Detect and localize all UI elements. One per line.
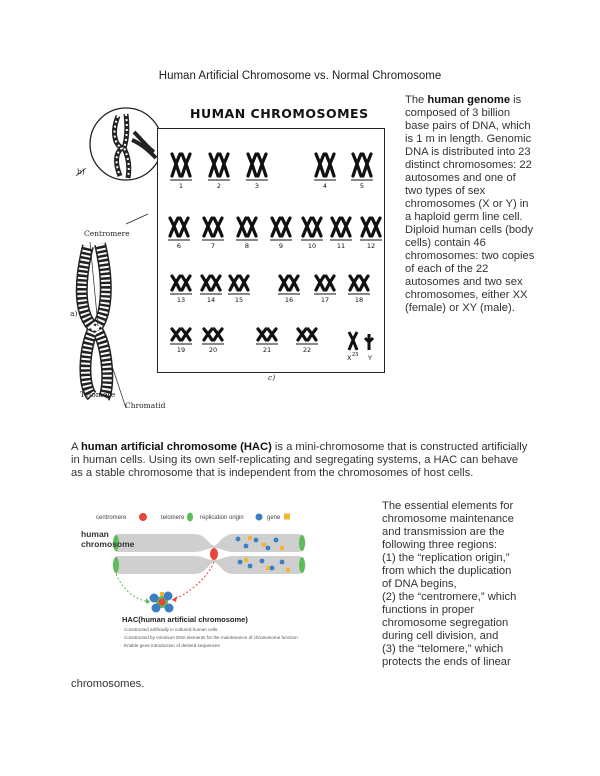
hac-cluster-drawing xyxy=(150,592,174,613)
karyotype-label-2: 2 xyxy=(216,182,222,190)
chromosome-lower-arm xyxy=(116,556,306,574)
karyotype-label-7: 7 xyxy=(210,242,216,250)
hac-bullet-3: Enable gene introduction of desired sequences xyxy=(124,643,220,648)
svg-text:·: · xyxy=(120,627,122,632)
replication-origin-legend-dot xyxy=(256,514,263,521)
karyotype-pair-2 xyxy=(208,154,230,190)
karyotype-label-18: 18 xyxy=(354,296,364,304)
karyotype-label-16: 16 xyxy=(284,296,294,304)
karyotype-label-19: 19 xyxy=(176,346,186,354)
karyotype-pair-15 xyxy=(228,276,250,304)
legend-replication-origin: replication origin xyxy=(200,515,244,521)
karyotype-pair-19 xyxy=(170,329,192,354)
karyotype-heading: HUMAN CHROMOSOMES xyxy=(190,106,369,121)
karyotype-pair-6 xyxy=(168,218,190,250)
karyotype-sex-superscript: 23 xyxy=(352,352,359,358)
karyotype-label-3: 3 xyxy=(254,182,260,190)
karyotype-pair-10 xyxy=(301,218,323,250)
genome-bold-term: human genome xyxy=(427,94,511,106)
panel-c-label: c) xyxy=(268,373,276,382)
hac-bold-term: human artificial chromosome (HAC) xyxy=(80,441,272,453)
karyotype-label-6: 6 xyxy=(176,242,182,250)
karyotype-pair-22 xyxy=(296,329,318,354)
hac-figure-title: HAC(human artificial chromosome) xyxy=(122,615,248,624)
hac-paragraph: A human artificial chromosome (HAC) is a mini-chromosome that is constructed artificially in human cells. Using its own self-replicating and segregating systems, a HAC can behave as a stable chromosome that is independent from the chromosomes of host cells. xyxy=(71,441,528,479)
karyotype-pair-11 xyxy=(330,218,352,250)
karyotype-sex-label-y: Y xyxy=(368,354,372,362)
karyotype-label-12: 12 xyxy=(366,242,376,250)
karyotype-drawing xyxy=(157,128,385,373)
telomere-arrow xyxy=(116,574,150,602)
telomere-label: Telomere xyxy=(80,390,116,399)
karyotype-pair-9 xyxy=(270,218,292,250)
legend-gene: gene xyxy=(267,515,281,521)
panel-b-label: b) xyxy=(77,167,85,176)
karyotype-label-11: 11 xyxy=(336,242,346,250)
karyotype-label-5: 5 xyxy=(359,182,365,190)
karyotype-label-8: 8 xyxy=(244,242,250,250)
karyotype-label-9: 9 xyxy=(278,242,284,250)
telomere-right-bottom xyxy=(299,557,305,573)
karyotype-label-15: 15 xyxy=(234,296,244,304)
karyotype-sex-label: X xyxy=(347,354,352,362)
telomere-right-top xyxy=(299,535,305,551)
document-title: Human Artificial Chromosome vs. Normal Chromosome xyxy=(158,70,442,82)
svg-text:·: · xyxy=(120,643,122,648)
karyotype-pair-12 xyxy=(360,218,382,250)
karyotype-pair-18 xyxy=(348,276,370,304)
karyotype-pair-20 xyxy=(202,329,224,354)
karyotype-pair-17 xyxy=(314,276,336,304)
elements-paragraph-trailing: chromosomes. xyxy=(71,678,145,690)
karyotype-label-10: 10 xyxy=(307,242,317,250)
karyotype-label-22: 22 xyxy=(302,346,312,354)
svg-text:·: · xyxy=(120,635,122,640)
chromatid-label: Chromatid xyxy=(125,401,166,410)
gene-legend-dot xyxy=(284,514,290,520)
telomere-left-bottom xyxy=(113,557,119,573)
karyotype-pair-1 xyxy=(170,154,192,190)
large-chromosome-drawing xyxy=(82,244,108,398)
panel-a-label: a) xyxy=(70,309,78,318)
legend-telomere: telomere xyxy=(161,515,185,521)
karyotype-pair-4 xyxy=(314,154,336,190)
magnified-chromosome-drawing xyxy=(115,114,156,178)
karyotype-pair-8 xyxy=(236,218,258,250)
karyotype-label-17: 17 xyxy=(320,296,330,304)
karyotype-pair-16 xyxy=(278,276,300,304)
legend-centromere: centromere xyxy=(96,515,127,521)
hac-bullet-1: Constructed artificially in cultured human cells. xyxy=(124,627,219,632)
karyotype-label-20: 20 xyxy=(208,346,218,354)
elements-paragraph: The essential elements for chromosome maintenance and transmission are the following three regions: (1) the “replication origin,” from which the duplication of DNA begins, (2) the “centromere,” which functions in proper chromosome segregation during cell division, and (3) the “telomere,” which protects the ends of linear xyxy=(382,500,517,668)
centromere-main xyxy=(210,548,218,560)
karyotype-pair-3 xyxy=(246,154,268,190)
karyotype-label-13: 13 xyxy=(176,296,186,304)
centromere-legend-dot xyxy=(139,513,147,521)
karyotype-label-14: 14 xyxy=(206,296,216,304)
karyotype-pair-5 xyxy=(351,154,373,190)
karyotype-pair-21 xyxy=(256,329,278,354)
genome-paragraph: The human genome is composed of 3 billion base pairs of DNA, which is 1 m in length. Genomic DNA is distributed into 23 distinct chromosomes: 22 autosomes and one of two types of sex chromosomes (X or Y) in a haploid germ line cell. Diploid human cells (body cells) contain 46 chromosomes: two copies of each of the 22 autosomes and two sex chromosomes, either XX (female) or XY (male). xyxy=(405,94,535,314)
karyotype-label-1: 1 xyxy=(178,182,184,190)
karyotype-pair-14 xyxy=(200,276,222,304)
karyotype-pair-13 xyxy=(170,276,192,304)
karyotype-label-21: 21 xyxy=(262,346,272,354)
human-chromosome-label: human chromosome xyxy=(81,529,135,549)
hac-bullet-2: Constructed by minimum DNA elements for the maintenance of chromosome function xyxy=(124,635,298,640)
karyotype-sex-chromosomes xyxy=(347,332,373,362)
telomere-legend-dot xyxy=(187,513,193,522)
karyotype-pair-7 xyxy=(202,218,224,250)
karyotype-label-4: 4 xyxy=(322,182,328,190)
chromosome-upper-arm xyxy=(116,534,306,552)
centromere-label: Centromere xyxy=(84,229,130,238)
